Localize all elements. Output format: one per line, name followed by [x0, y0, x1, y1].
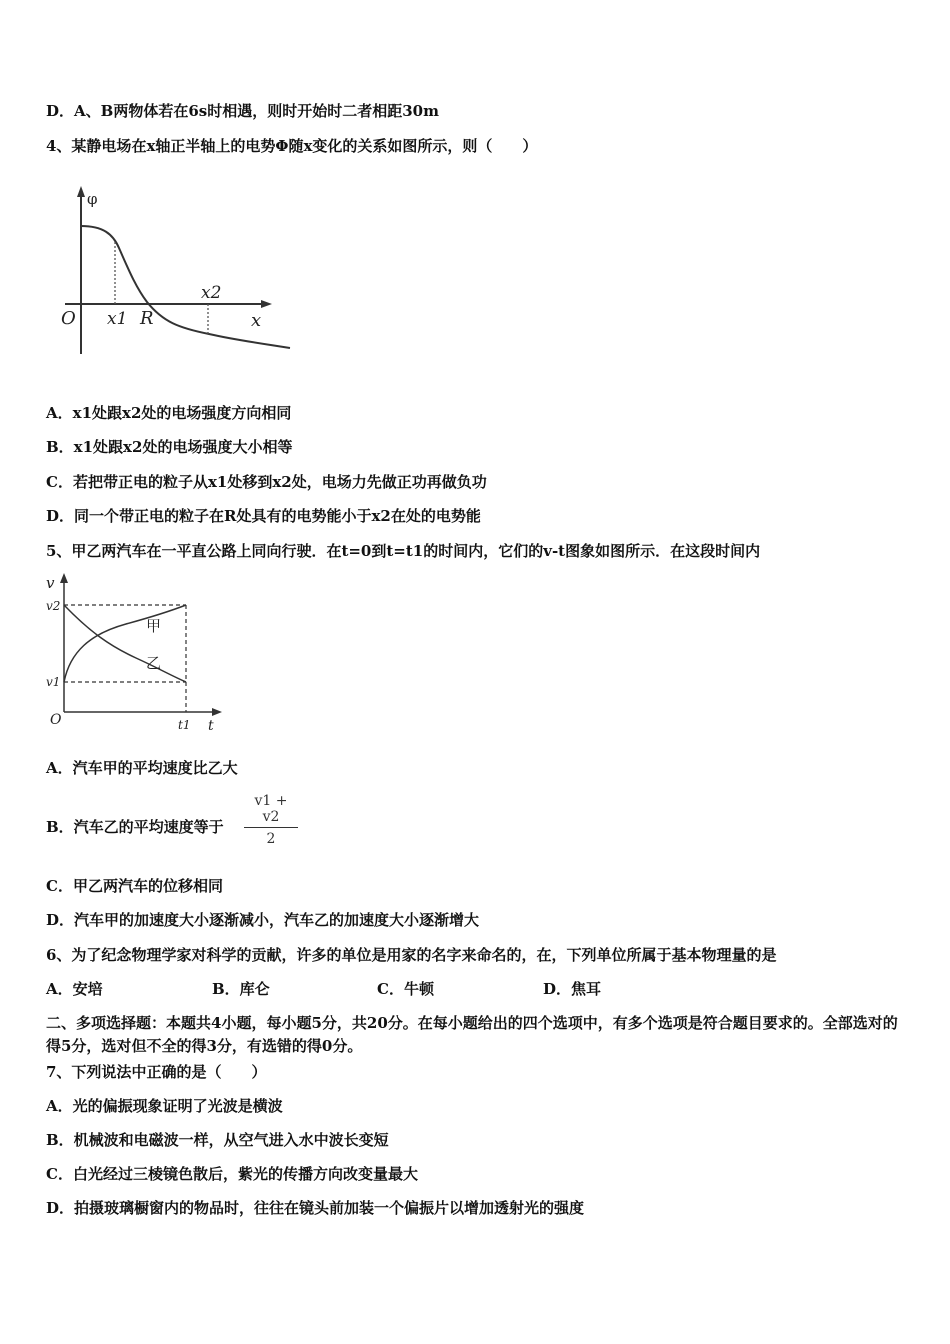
q5-option-b[interactable]: B．汽车乙的平均速度等于: [46, 818, 224, 836]
phi-axis-arrow: [77, 186, 85, 197]
origin-label: O: [61, 308, 76, 329]
q5-option-a[interactable]: A．汽车甲的平均速度比乙大: [46, 759, 238, 777]
t1-label: t1: [178, 718, 191, 732]
q4-stem: 4、某静电场在x轴正半轴上的电势Φ随x变化的关系如图所示，则（ ）: [46, 137, 538, 155]
q6-option-c[interactable]: C．牛顿: [377, 980, 434, 998]
origin-label: O: [50, 712, 62, 728]
v-label: v: [46, 574, 55, 592]
t-label: t: [208, 718, 214, 734]
yi-curve: [64, 605, 186, 682]
q3-option-d[interactable]: D．A、B两物体若在6s时相遇，则时开始时二者相距30m: [46, 102, 439, 120]
fraction-numerator: v1 + v2: [244, 793, 298, 828]
q7-stem: 7、下列说法中正确的是（ ）: [46, 1063, 267, 1081]
potential-graph: [55, 182, 305, 360]
phi-label: φ: [87, 190, 98, 208]
q6-stem: 6、为了纪念物理学家对科学的贡献，许多的单位是用家的名字来命名的，在，下列单位所属于基本物理量的是: [46, 946, 777, 964]
q5-stem: 5、甲乙两汽车在一平直公路上同向行驶．在t=0到t=t1的时间内，它们的v-t图象如图所示．在这段时间内: [46, 542, 761, 560]
q7-option-c[interactable]: C．白光经过三棱镜色散后，紫光的传播方向改变量最大: [46, 1165, 418, 1183]
x2-label: x2: [201, 283, 222, 303]
t-axis-arrow: [212, 708, 222, 716]
q4-option-a[interactable]: A．x1处跟x2处的电场强度方向相同: [46, 404, 292, 422]
v2-label: v2: [46, 599, 61, 613]
q4-option-b[interactable]: B．x1处跟x2处的电场强度大小相等: [46, 438, 293, 456]
q6-option-b[interactable]: B．库仑: [212, 980, 270, 998]
x-label: x: [251, 310, 262, 331]
section2-header: 二、多项选择题：本题共4小题，每小题5分，共20分。在每小题给出的四个选项中，有多个选项是符合题目要求的。全部选对的得5分，选对但不全的得3分，有选错的得0分。: [46, 1014, 898, 1055]
x1-label: x1: [107, 309, 128, 329]
x-axis-arrow: [261, 300, 272, 308]
v-axis-arrow: [60, 573, 68, 583]
q7-option-d[interactable]: D．拍摄玻璃橱窗内的物品时，往往在镜头前加装一个偏振片以增加透射光的强度: [46, 1199, 585, 1217]
q6-option-d[interactable]: D．焦耳: [543, 980, 602, 998]
q4-option-d[interactable]: D．同一个带正电的粒子在R处具有的电势能小于x2在处的电势能: [46, 507, 481, 525]
jia-curve: [64, 605, 186, 682]
jia-label: 甲: [146, 617, 162, 635]
q4-option-c[interactable]: C．若把带正电的粒子从x1处移到x2处，电场力先做正功再做负功: [46, 473, 487, 491]
r-label: R: [140, 308, 154, 329]
q6-option-a[interactable]: A．安培: [46, 980, 103, 998]
yi-label: 乙: [146, 654, 162, 672]
q7-option-a[interactable]: A．光的偏振现象证明了光波是横波: [46, 1097, 283, 1115]
q5-option-c[interactable]: C．甲乙两汽车的位移相同: [46, 877, 223, 895]
fraction-denominator: 2: [266, 831, 276, 847]
q5-option-d[interactable]: D．汽车甲的加速度大小逐渐减小，汽车乙的加速度大小逐渐增大: [46, 911, 480, 929]
q7-option-b[interactable]: B．机械波和电磁波一样，从空气进入水中波长变短: [46, 1131, 389, 1149]
q5-option-b-fraction: [244, 793, 298, 847]
v1-label: v1: [46, 675, 61, 689]
velocity-time-graph: [40, 572, 240, 738]
